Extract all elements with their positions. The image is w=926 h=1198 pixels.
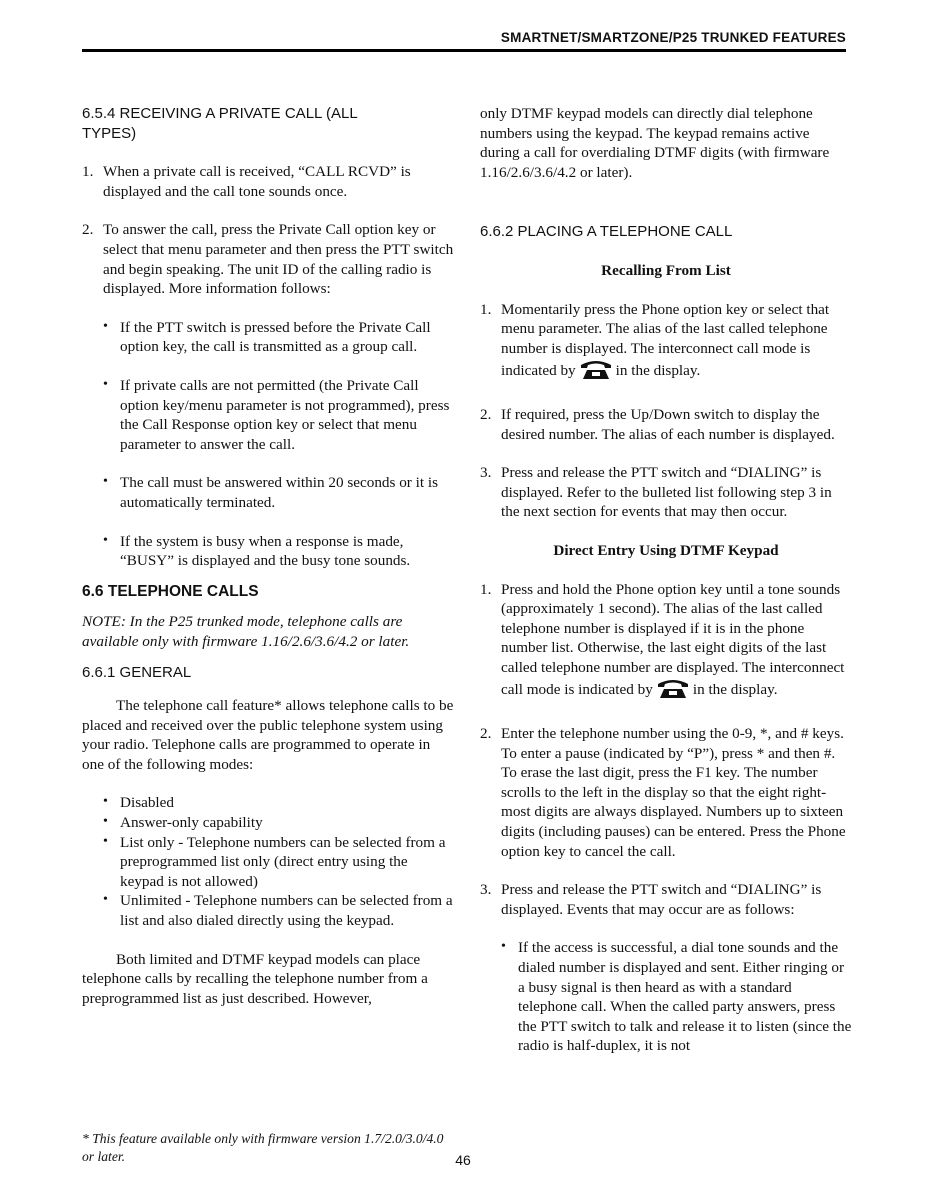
mode-text: Disabled [120,794,174,812]
step-number: 2. [82,221,94,239]
numbered-step [480,405,852,444]
step-number: 1. [480,300,492,318]
step-text-part: Momentarily press the Phone option key or select that menu parameter. The alias of the last called telephone number is displayed. The interconnect call mode is indicated by [501,300,830,380]
bullet-icon: • [501,939,506,955]
step-text [501,300,852,386]
telephone-icon [579,358,613,386]
step-number: 2. [480,405,492,423]
section-6-6-heading: 6.6 TELEPHONE CALLS [82,582,259,600]
bullet-icon: • [103,794,108,810]
numbered-step [480,880,852,919]
bullet-icon: • [103,474,108,490]
mode-text: Unlimited - Telephone numbers can be selected from a list and also dialed directly using the keypad. [120,892,453,929]
bullet-icon: • [103,318,108,334]
bullet-text: If the PTT switch is pressed before the Private Call option key, the call is transmitted as a group call. [120,318,431,356]
step-number: 2. [480,725,492,743]
bullet-text: If the access is successful, a dial tone sounds and the dialed number is displayed and sent. Either ringing or a busy signal is then heard as with a standard telephone call. When the called party answers, press the PTT switch to talk and release it to listen (since the radio is half-duplex, it is not [518,939,852,1055]
step-number: 3. [480,881,492,899]
mode-item [82,833,454,892]
step-text: When a private call is received, “CALL RCVD” is displayed and the call tone sounds once. [103,163,411,200]
mode-item [82,793,454,813]
step-text: Press and release the PTT switch and “DIALING” is displayed. Events that may occur are as follows: [501,881,822,918]
bullet-icon: • [103,532,108,548]
firmware-note: NOTE: In the P25 trunked mode, telephone calls are available only with firmware 1.16/2.6/3.6/4.2 or later. [82,613,410,650]
numbered-step [480,580,852,706]
step-text: If required, press the Up/Down switch to display the desired number. The alias of each number is displayed. [501,405,835,443]
section-6-5-4-heading: 6.5.4 RECEIVING A PRIVATE CALL (ALL TYPES) [82,105,358,142]
numbered-step [82,162,454,201]
mode-item [82,813,454,833]
left-column [82,104,454,1008]
mode-text: List only - Telephone numbers can be selected from a preprogrammed list only (direct entry using the keypad is not allowed) [120,833,446,890]
numbered-step [82,220,454,298]
step-number: 3. [480,464,492,482]
step-text: To answer the call, press the Private Call option key or select that menu parameter and then press the PTT switch and begin speaking. The unit ID of the calling radio is displayed. More information follows: [103,221,454,298]
footnote: * This feature available only with firmware version 1.7/2.0/3.0/4.0 or later. [82,1131,444,1164]
bullet-text: If private calls are not permitted (the Private Call option key/menu parameter is not programmed), press the Call Response option key or select that menu parameter to answer the call. [120,376,450,453]
running-header: SMARTNET/SMARTZONE/P25 TRUNKED FEATURES [500,30,846,45]
step-text-part: Press and hold the Phone option key until a tone sounds (approximately 1 second). The alias of the last called telephone number is displayed if it is in the phone number list. Otherwise, the last eight digits of the last called telephone number are displayed. The interconnect call mode is indicated by [501,580,845,699]
general-paragraph-2: Both limited and DTMF keypad models can place telephone calls by recalling the telephone number from a preprogrammed list as just described. However, [82,950,428,1007]
bullet-icon: • [103,833,108,849]
bullet-item [82,473,454,512]
step-text: Enter the telephone number using the 0-9, *, and # keys. To enter a pause (indicated by “P”), press * and then #. To erase the last digit, press the F1 key. The number scrolls to the left in the display so that the eight right-most digits are always displayed. Numbers up to sixteen digits (including pauses) can be entered. Press the Phone option key to cancel the call. [501,725,846,860]
telephone-icon [656,677,690,705]
mode-item [82,891,454,930]
bullet-item [82,318,454,357]
bullet-icon: • [103,376,108,392]
bullet-icon: • [103,892,108,908]
step-number: 1. [480,580,492,598]
step-text-part: in the display. [615,362,701,380]
page-number: 46 [455,1152,471,1168]
mode-text: Answer-only capability [120,814,263,832]
bullet-item [480,938,852,1056]
step-text-part: in the display. [692,681,778,699]
section-6-6-2-heading: 6.6.2 PLACING A TELEPHONE CALL [480,223,733,241]
bullet-text: If the system is busy when a response is made, “BUSY” is displayed and the busy tone sounds. [120,532,411,570]
step-text: Press and release the PTT switch and “DIALING” is displayed. Refer to the bulleted list following step 3 in the next section for events that may then occur. [501,464,832,521]
recalling-from-list-heading: Recalling From List [601,261,731,279]
step-number: 1. [82,163,94,181]
right-column [480,104,852,1056]
bullet-item [82,376,454,454]
section-6-6-1-heading: 6.6.1 GENERAL [82,664,192,682]
bullet-text: The call must be answered within 20 seconds or it is automatically terminated. [120,474,439,511]
bullet-item [82,532,454,571]
numbered-step [480,724,852,861]
direct-entry-heading: Direct Entry Using DTMF Keypad [553,541,779,559]
general-paragraph: The telephone call feature* allows telephone calls to be placed and received over the public telephone system using your radio. Telephone calls are programmed to operate in one of the following modes: [82,697,454,773]
numbered-step [480,463,852,522]
continued-paragraph: only DTMF keypad models can directly dial telephone numbers using the keypad. The keypad remains active during a call for overdialing DTMF digits (with firmware 1.16/2.6/3.6/4.2 or later). [480,105,830,181]
bullet-icon: • [103,814,108,830]
numbered-step [480,300,852,386]
header-rule [82,49,846,52]
step-text [501,580,852,706]
